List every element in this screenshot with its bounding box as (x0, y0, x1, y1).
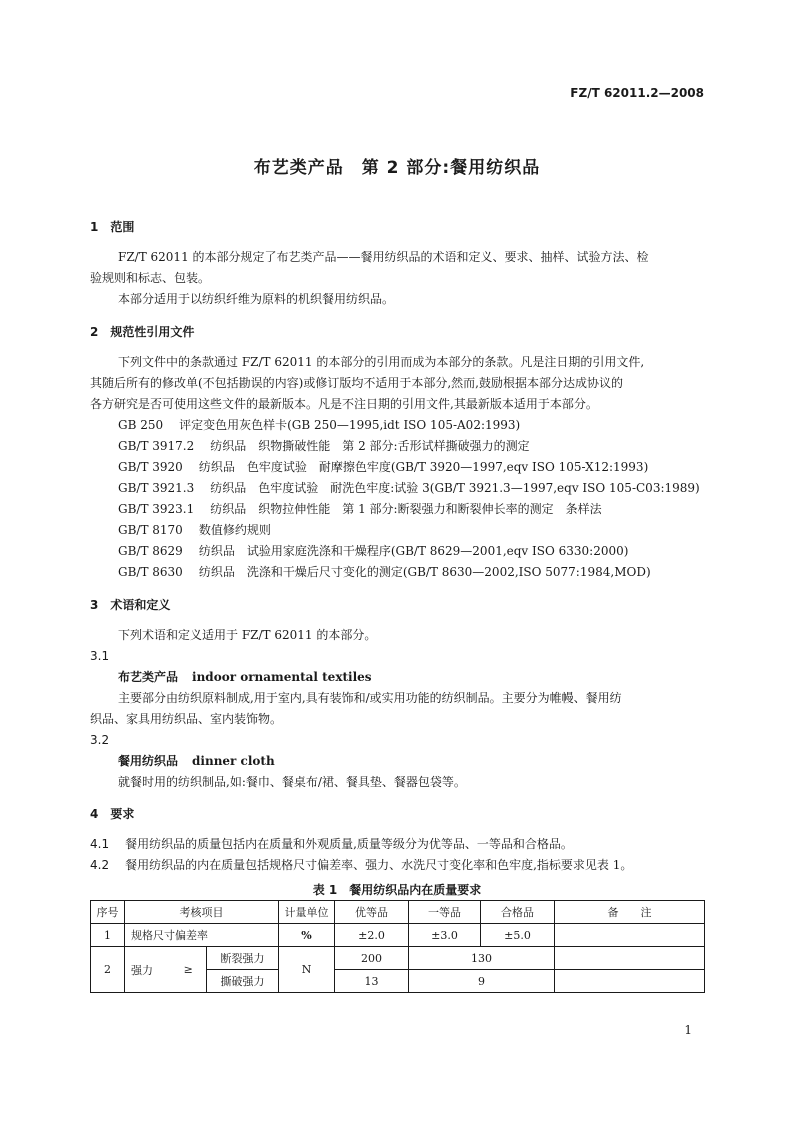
first-qualified-value: 130 (409, 947, 555, 970)
reference-item (118, 459, 648, 475)
section-1-paragraph-1-cont: 验规则和标志、包装。 (90, 271, 211, 285)
reference-item (118, 417, 520, 433)
term-heading (118, 669, 372, 685)
clause-4-1 (90, 836, 573, 852)
reference-title: 数值修约规则 (198, 523, 271, 537)
section-2-heading: 2 规范性引用文件 (90, 325, 195, 339)
reference-item (118, 564, 651, 580)
term-en: indoor ornamental textiles (192, 670, 372, 684)
clause-text: 餐用纺织品的质量包括内在质量和外观质量,质量等级分为优等品、一等品和合格品。 (125, 837, 573, 851)
section-4-heading: 4 要求 (90, 807, 135, 821)
reference-code: GB/T 3921.3 (118, 481, 195, 495)
reference-code: GB/T 8170 (118, 523, 183, 537)
clause-4-2 (90, 857, 632, 873)
section-2-intro: 下列文件中的条款通过 FZ/T 62011 的本部分的引用而成为本部分的条款。凡是注日期的引用文件, (118, 355, 645, 369)
comparison-symbol: ≥ (171, 947, 207, 993)
column-header: 合格品 (481, 901, 555, 924)
note-cell (555, 970, 705, 993)
reference-title: 评定变色用灰色样卡(GB 250—1995,idt ISO 105-A02:1993) (179, 418, 521, 432)
term-zh: 布艺类产品 (118, 670, 179, 684)
reference-code: GB/T 3920 (118, 460, 183, 474)
reference-title: 纺织品 色牢度试验 耐摩擦色牢度(GB/T 3920—1997,eqv ISO 105-X12:1993) (198, 460, 649, 474)
reference-item (118, 480, 700, 496)
quality-requirements-table (90, 900, 705, 993)
term-heading (118, 753, 275, 769)
item-name: 规格尺寸偏差率 (125, 924, 279, 947)
term-en: dinner cloth (192, 754, 275, 768)
document-title: 布艺类产品 第 2 部分:餐用纺织品 (253, 158, 541, 178)
unit-cell: N (279, 947, 335, 993)
sub-item-name: 断裂强力 (207, 947, 279, 970)
column-header: 考核项目 (125, 901, 279, 924)
reference-item (118, 543, 628, 559)
table-header-row (91, 901, 705, 924)
row-number: 1 (91, 924, 125, 947)
qualified-value: ±5.0 (481, 924, 555, 947)
reference-code: GB/T 3917.2 (118, 439, 195, 453)
reference-item (118, 501, 602, 517)
term-definition-cont: 织品、家具用纺织品、室内装饰物。 (90, 712, 283, 726)
note-cell (555, 947, 705, 970)
column-header: 备 注 (555, 901, 705, 924)
reference-title: 纺织品 织物撕破性能 第 2 部分:舌形试样撕破强力的测定 (210, 439, 530, 453)
section-1-paragraph-2: 本部分适用于以纺织纤维为原料的机织餐用纺织品。 (118, 292, 395, 306)
section-1-paragraph-1: FZ/T 62011 的本部分规定了布艺类产品——餐用纺织品的术语和定义、要求、抽样、试验方法、检 (118, 250, 649, 264)
table-row (91, 947, 705, 970)
reference-title: 纺织品 色牢度试验 耐洗色牢度:试验 3(GB/T 3921.3—1997,eqv ISO 105-C03:1989) (210, 481, 700, 495)
term-zh: 餐用纺织品 (118, 754, 179, 768)
first-class-value: ±3.0 (409, 924, 481, 947)
section-2-intro-cont: 其随后所有的修改单(不包括勘误的内容)或修订版均不适用于本部分,然而,鼓励根据本部分达成协议的 (90, 376, 623, 390)
term-number: 3.1 (90, 649, 110, 663)
term-definition: 主要部分由纺织原料制成,用于室内,具有装饰和/或实用功能的纺织制品。主要分为帷幔、餐用纺 (118, 691, 622, 705)
term-definition: 就餐时用的纺织制品,如:餐巾、餐桌布/裙、餐具垫、餐器包袋等。 (118, 775, 466, 789)
superior-value: ±2.0 (335, 924, 409, 947)
note-cell (555, 924, 705, 947)
first-qualified-value: 9 (409, 970, 555, 993)
unit-cell: % (279, 924, 335, 947)
reference-code: GB/T 3923.1 (118, 502, 195, 516)
clause-number: 4.2 (90, 858, 110, 872)
column-header: 计量单位 (279, 901, 335, 924)
section-2-intro-cont: 各方研究是否可使用这些文件的最新版本。凡是不注日期的引用文件,其最新版本适用于本部分。 (90, 397, 598, 411)
column-header: 优等品 (335, 901, 409, 924)
superior-value: 13 (335, 970, 409, 993)
sub-item-name: 撕破强力 (207, 970, 279, 993)
clause-number: 4.1 (90, 837, 110, 851)
table-row (91, 924, 705, 947)
reference-code: GB/T 8630 (118, 565, 183, 579)
section-1-heading: 1 范围 (90, 220, 135, 234)
section-3-heading: 3 术语和定义 (90, 598, 171, 612)
reference-item (118, 438, 530, 454)
section-3-intro: 下列术语和定义适用于 FZ/T 62011 的本部分。 (118, 628, 377, 642)
superior-value: 200 (335, 947, 409, 970)
reference-title: 纺织品 试验用家庭洗涤和干燥程序(GB/T 8629—2001,eqv ISO 6330:2000) (198, 544, 629, 558)
row-number: 2 (91, 947, 125, 993)
reference-title: 纺织品 洗涤和干燥后尺寸变化的测定(GB/T 8630—2002,ISO 5077:1984,MOD) (198, 565, 651, 579)
reference-code: GB 250 (118, 418, 164, 432)
reference-title: 纺织品 织物拉伸性能 第 1 部分:断裂强力和断裂伸长率的测定 条样法 (210, 502, 602, 516)
page-number: 1 (684, 1023, 692, 1037)
item-name: 强力 (125, 947, 171, 993)
clause-text: 餐用纺织品的内在质量包括规格尺寸偏差率、强力、水洗尺寸变化率和色牢度,指标要求见表 1。 (125, 858, 633, 872)
term-number: 3.2 (90, 733, 110, 747)
reference-code: GB/T 8629 (118, 544, 183, 558)
column-header: 序号 (91, 901, 125, 924)
table-caption: 表 1 餐用纺织品内在质量要求 (312, 883, 482, 897)
standard-number: FZ/T 62011.2—2008 (570, 86, 704, 100)
column-header: 一等品 (409, 901, 481, 924)
reference-item (118, 522, 271, 538)
